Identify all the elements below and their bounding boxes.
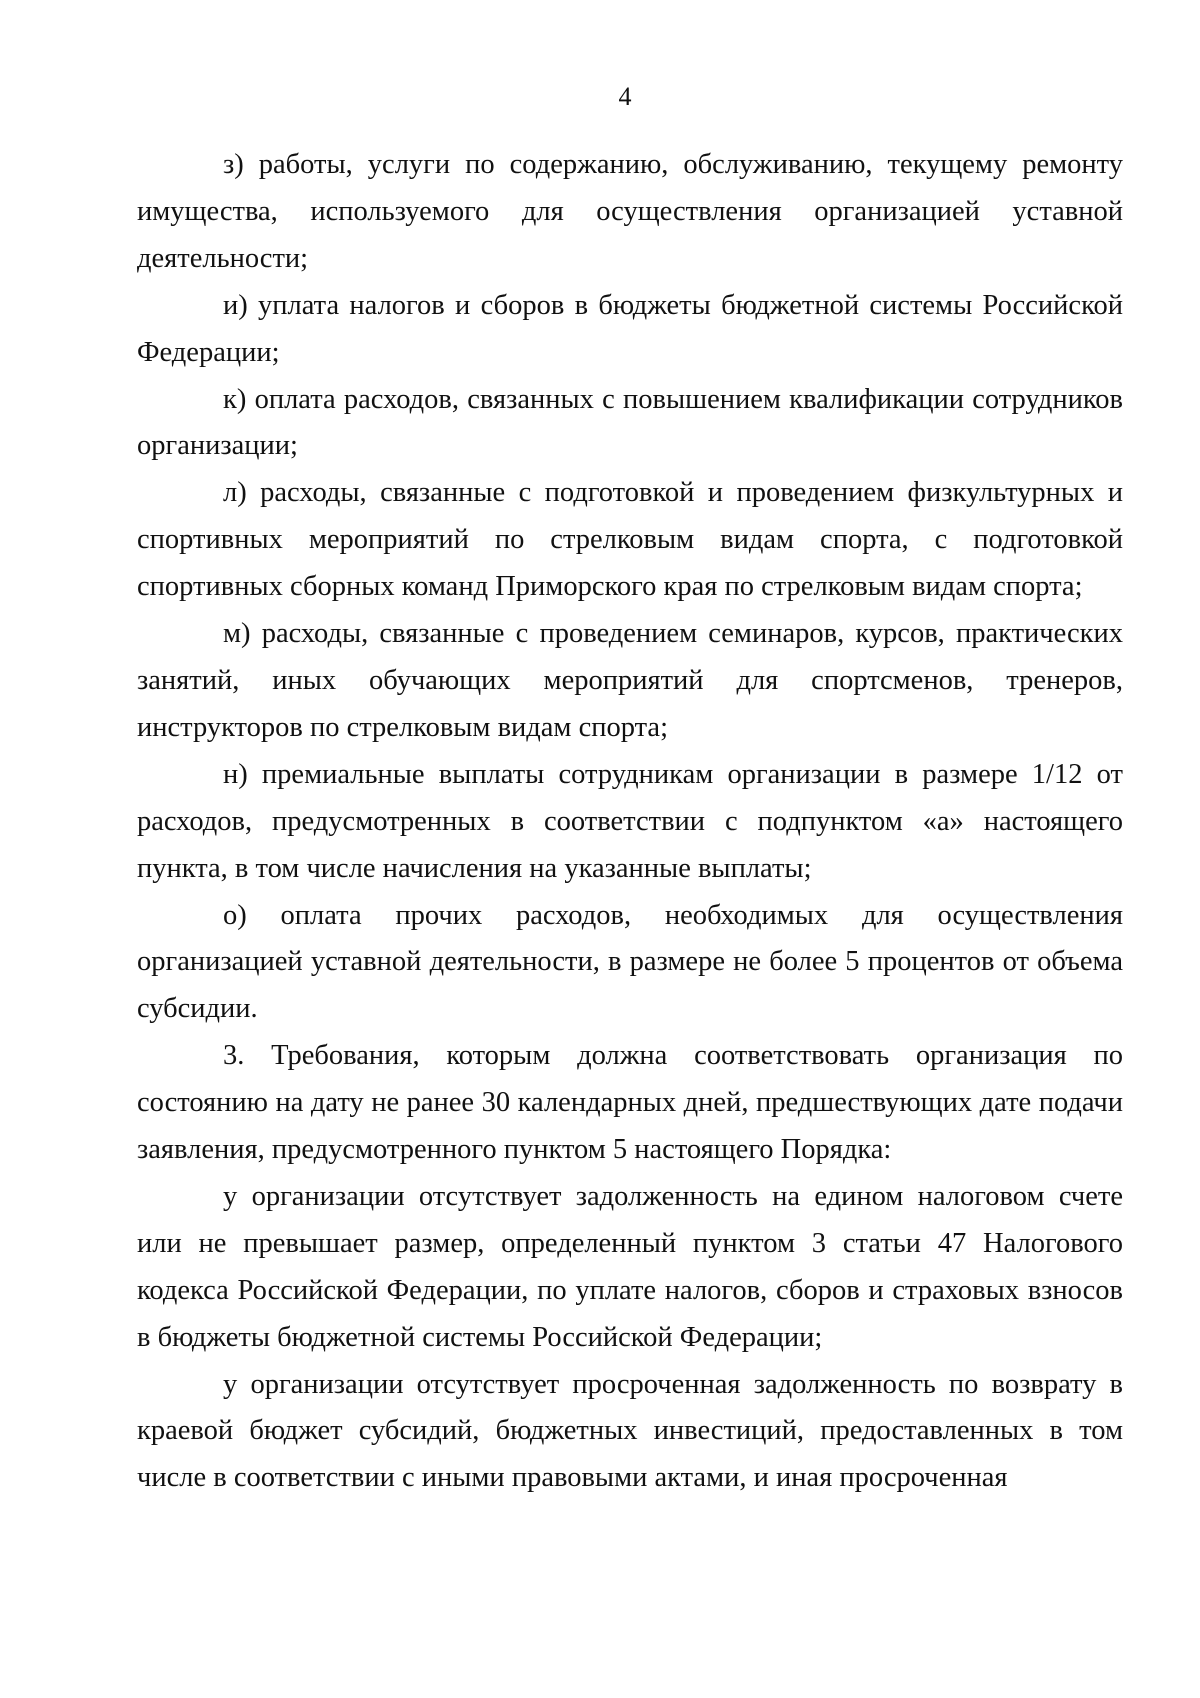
paragraph-z-maintenance-works: з) работы, услуги по содержанию, обслуживанию, текущему ремонту имущества, используемого для осуществления организацией уставной деятельности;	[137, 149, 1123, 274]
page-number: 4	[618, 82, 632, 111]
paragraph-o-other-expenses: о) оплата прочих расходов, необходимых для осуществления организацией уставной деятельности, в размере не более 5 процентов от объема субсидии.	[137, 899, 1123, 1025]
paragraph-m-seminars-courses: м) расходы, связанные с проведением семинаров, курсов, практических занятий, иных обучающих мероприятий для спортсменов, тренеров, инструкторов по стрелковым видам спорта;	[137, 618, 1123, 743]
paragraph-3-requirements: 3. Требования, которым должна соответствовать организация по состоянию на дату не ранее 30 календарных дней, предшествующих дате подачи заявления, предусмотренного пунктом 5 настоящего Порядка:	[137, 1040, 1123, 1166]
paragraph-l-sport-events: л) расходы, связанные с подготовкой и проведением физкультурных и спортивных мероприятий по стрелковым видам спорта, с подготовкой спортивных сборных команд Приморского края по стрелковым видам спорта;	[137, 477, 1123, 603]
paragraph-n-bonus-payments: н) премиальные выплаты сотрудникам организации в размере 1/12 от расходов, предусмотренных в соответствии с подпунктом «а» настоящего пункта, в том числе начисления на указанные выплаты;	[137, 758, 1123, 884]
paragraph-overdue-debt-condition: у организации отсутствует просроченная задолженность по возврату в краевой бюджет субсидий, бюджетных инвестиций, предоставленных в том числе в соответствии с иными правовыми актами, и иная просроченная	[137, 1368, 1123, 1494]
paragraph-tax-debt-condition: у организации отсутствует задолженность на едином налоговом счете или не превышает размер, определенный пунктом 3 статьи 47 Налогового кодекса Российской Федерации, по уплате налогов, сборов и страховых взносов в бюджеты бюджетной системы Российской Федерации;	[137, 1180, 1123, 1353]
paragraph-k-qualification-expenses: к) оплата расходов, связанных с повышением квалификации сотрудников организации;	[137, 383, 1123, 462]
document-body	[137, 142, 1123, 1502]
paragraph-i-taxes-fees: и) уплата налогов и сборов в бюджеты бюджетной системы Российской Федерации;	[137, 289, 1123, 368]
